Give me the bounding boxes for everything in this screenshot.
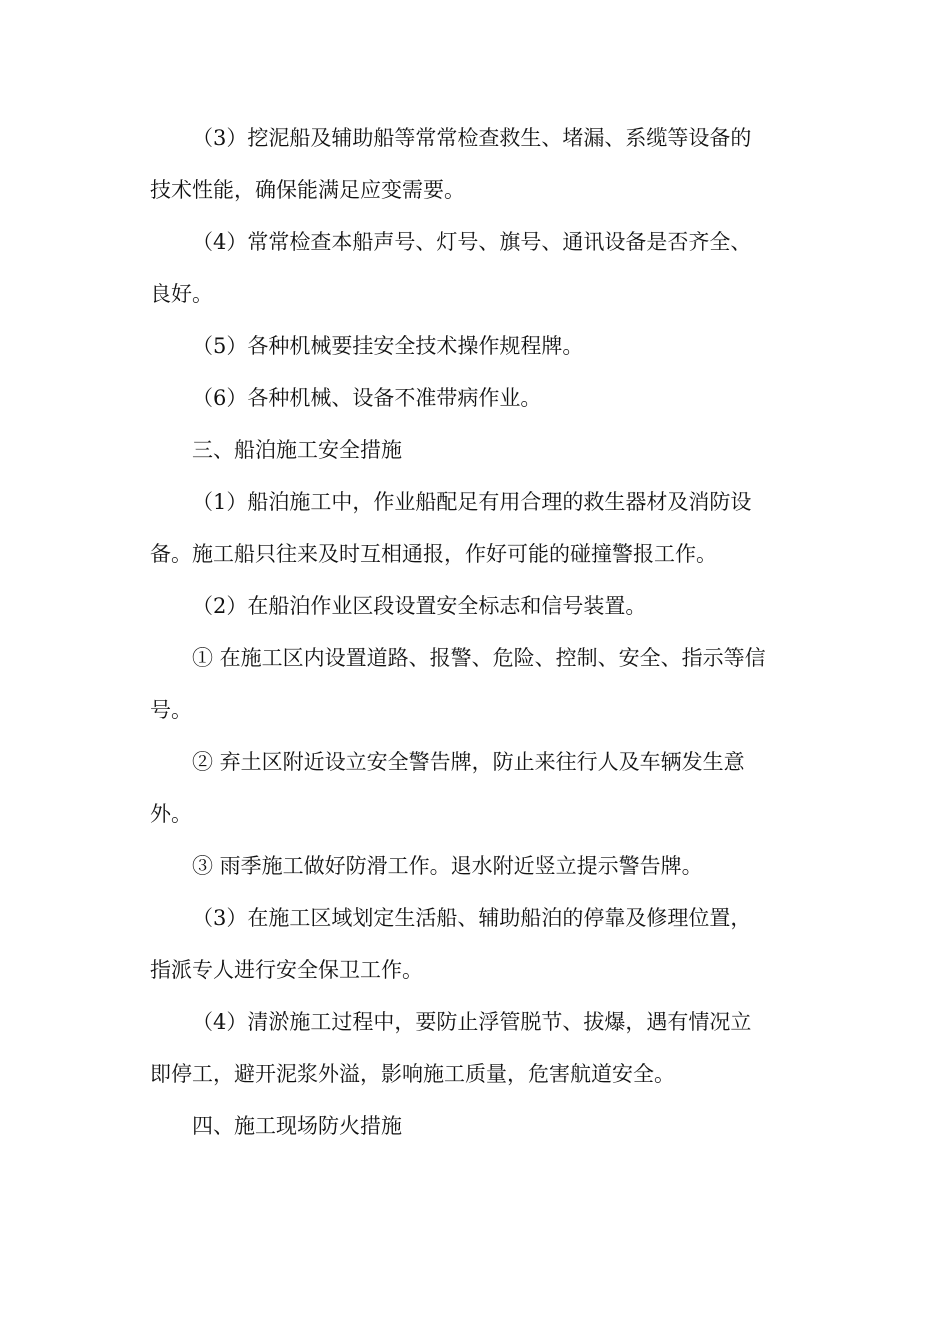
text-line: 号。: [150, 698, 192, 722]
section-heading: 三、船泊施工安全措施: [192, 438, 402, 462]
text-line: 指派专人进行安全保卫工作。: [150, 958, 423, 982]
document-body: [150, 112, 810, 1152]
paragraph-3-rescue-equipment: [150, 112, 810, 216]
text-line: （6）各种机械、设备不准带病作业。: [192, 386, 542, 410]
section-heading-3: [150, 424, 810, 476]
text-line: （3）在施工区域划定生活船、辅助船泊的停靠及修理位置，: [192, 906, 752, 930]
paragraph-3-mooring-area: [150, 892, 810, 996]
paragraph-5-procedure-plates: [150, 320, 810, 372]
paragraph-4-signals: [150, 216, 810, 320]
paragraph-1-ship-construction: [150, 476, 810, 580]
text-line: （4）常常检查本船声号、灯号、旗号、通讯设备是否齐全、: [192, 230, 752, 254]
paragraph-2-safety-signs: [150, 580, 810, 632]
section-heading-4: [150, 1100, 810, 1152]
text-line: 良好。: [150, 282, 213, 306]
paragraph-4-dredging: [150, 996, 810, 1100]
text-line: ③ 雨季施工做好防滑工作。退水附近竖立提示警告牌。: [192, 854, 703, 878]
item-circle-3-rainy-season: [150, 840, 810, 892]
text-line: ② 弃土区附近设立安全警告牌，防止来往行人及车辆发生意: [192, 750, 745, 774]
item-circle-2-warning-signs: [150, 736, 810, 840]
text-line: （3）挖泥船及辅助船等常常检查救生、堵漏、系缆等设备的: [192, 126, 752, 150]
text-line: 外。: [150, 802, 192, 826]
paragraph-6-equipment: [150, 372, 810, 424]
text-line: （2）在船泊作业区段设置安全标志和信号装置。: [192, 594, 647, 618]
text-line: 技术性能，确保能满足应变需要。: [150, 178, 465, 202]
text-line: （5）各种机械要挂安全技术操作规程牌。: [192, 334, 584, 358]
item-circle-1-signals: [150, 632, 810, 736]
section-heading: 四、施工现场防火措施: [192, 1114, 402, 1138]
text-line: ① 在施工区内设置道路、报警、危险、控制、安全、指示等信: [192, 646, 766, 670]
text-line: （1）船泊施工中，作业船配足有用合理的救生器材及消防设: [192, 490, 752, 514]
text-line: （4）清淤施工过程中，要防止浮管脱节、拔爆，遇有情况立: [192, 1010, 752, 1034]
text-line: 备。施工船只往来及时互相通报，作好可能的碰撞警报工作。: [150, 542, 717, 566]
text-line: 即停工，避开泥浆外溢，影响施工质量，危害航道安全。: [150, 1062, 675, 1086]
